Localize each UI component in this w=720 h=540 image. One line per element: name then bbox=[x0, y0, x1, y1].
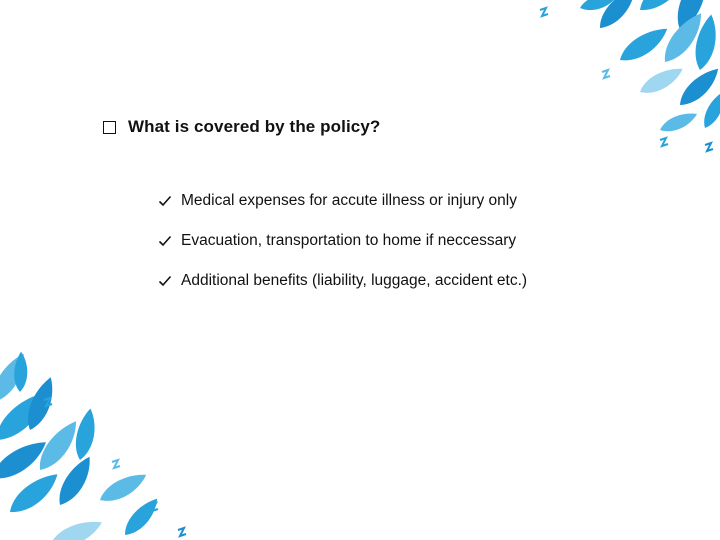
bottom-left-leaves bbox=[0, 351, 186, 540]
list-item bbox=[158, 221, 527, 261]
square-bullet-icon bbox=[103, 121, 116, 134]
list-item-text: Medical expenses for accute illness or injury only bbox=[181, 192, 517, 209]
checkmark-icon bbox=[158, 194, 172, 208]
list-item bbox=[158, 181, 527, 221]
checkmark-icon bbox=[158, 274, 172, 288]
heading-text: What is covered by the policy? bbox=[128, 117, 381, 136]
coverage-list bbox=[158, 181, 527, 301]
list-item-text: Additional benefits (liability, luggage, accident etc.) bbox=[181, 272, 528, 289]
section-heading bbox=[103, 117, 380, 137]
list-item bbox=[158, 261, 527, 301]
checkmark-icon bbox=[158, 234, 172, 248]
top-right-leaves bbox=[540, 0, 720, 151]
list-item-text: Evacuation, transportation to home if neccessary bbox=[181, 232, 517, 249]
